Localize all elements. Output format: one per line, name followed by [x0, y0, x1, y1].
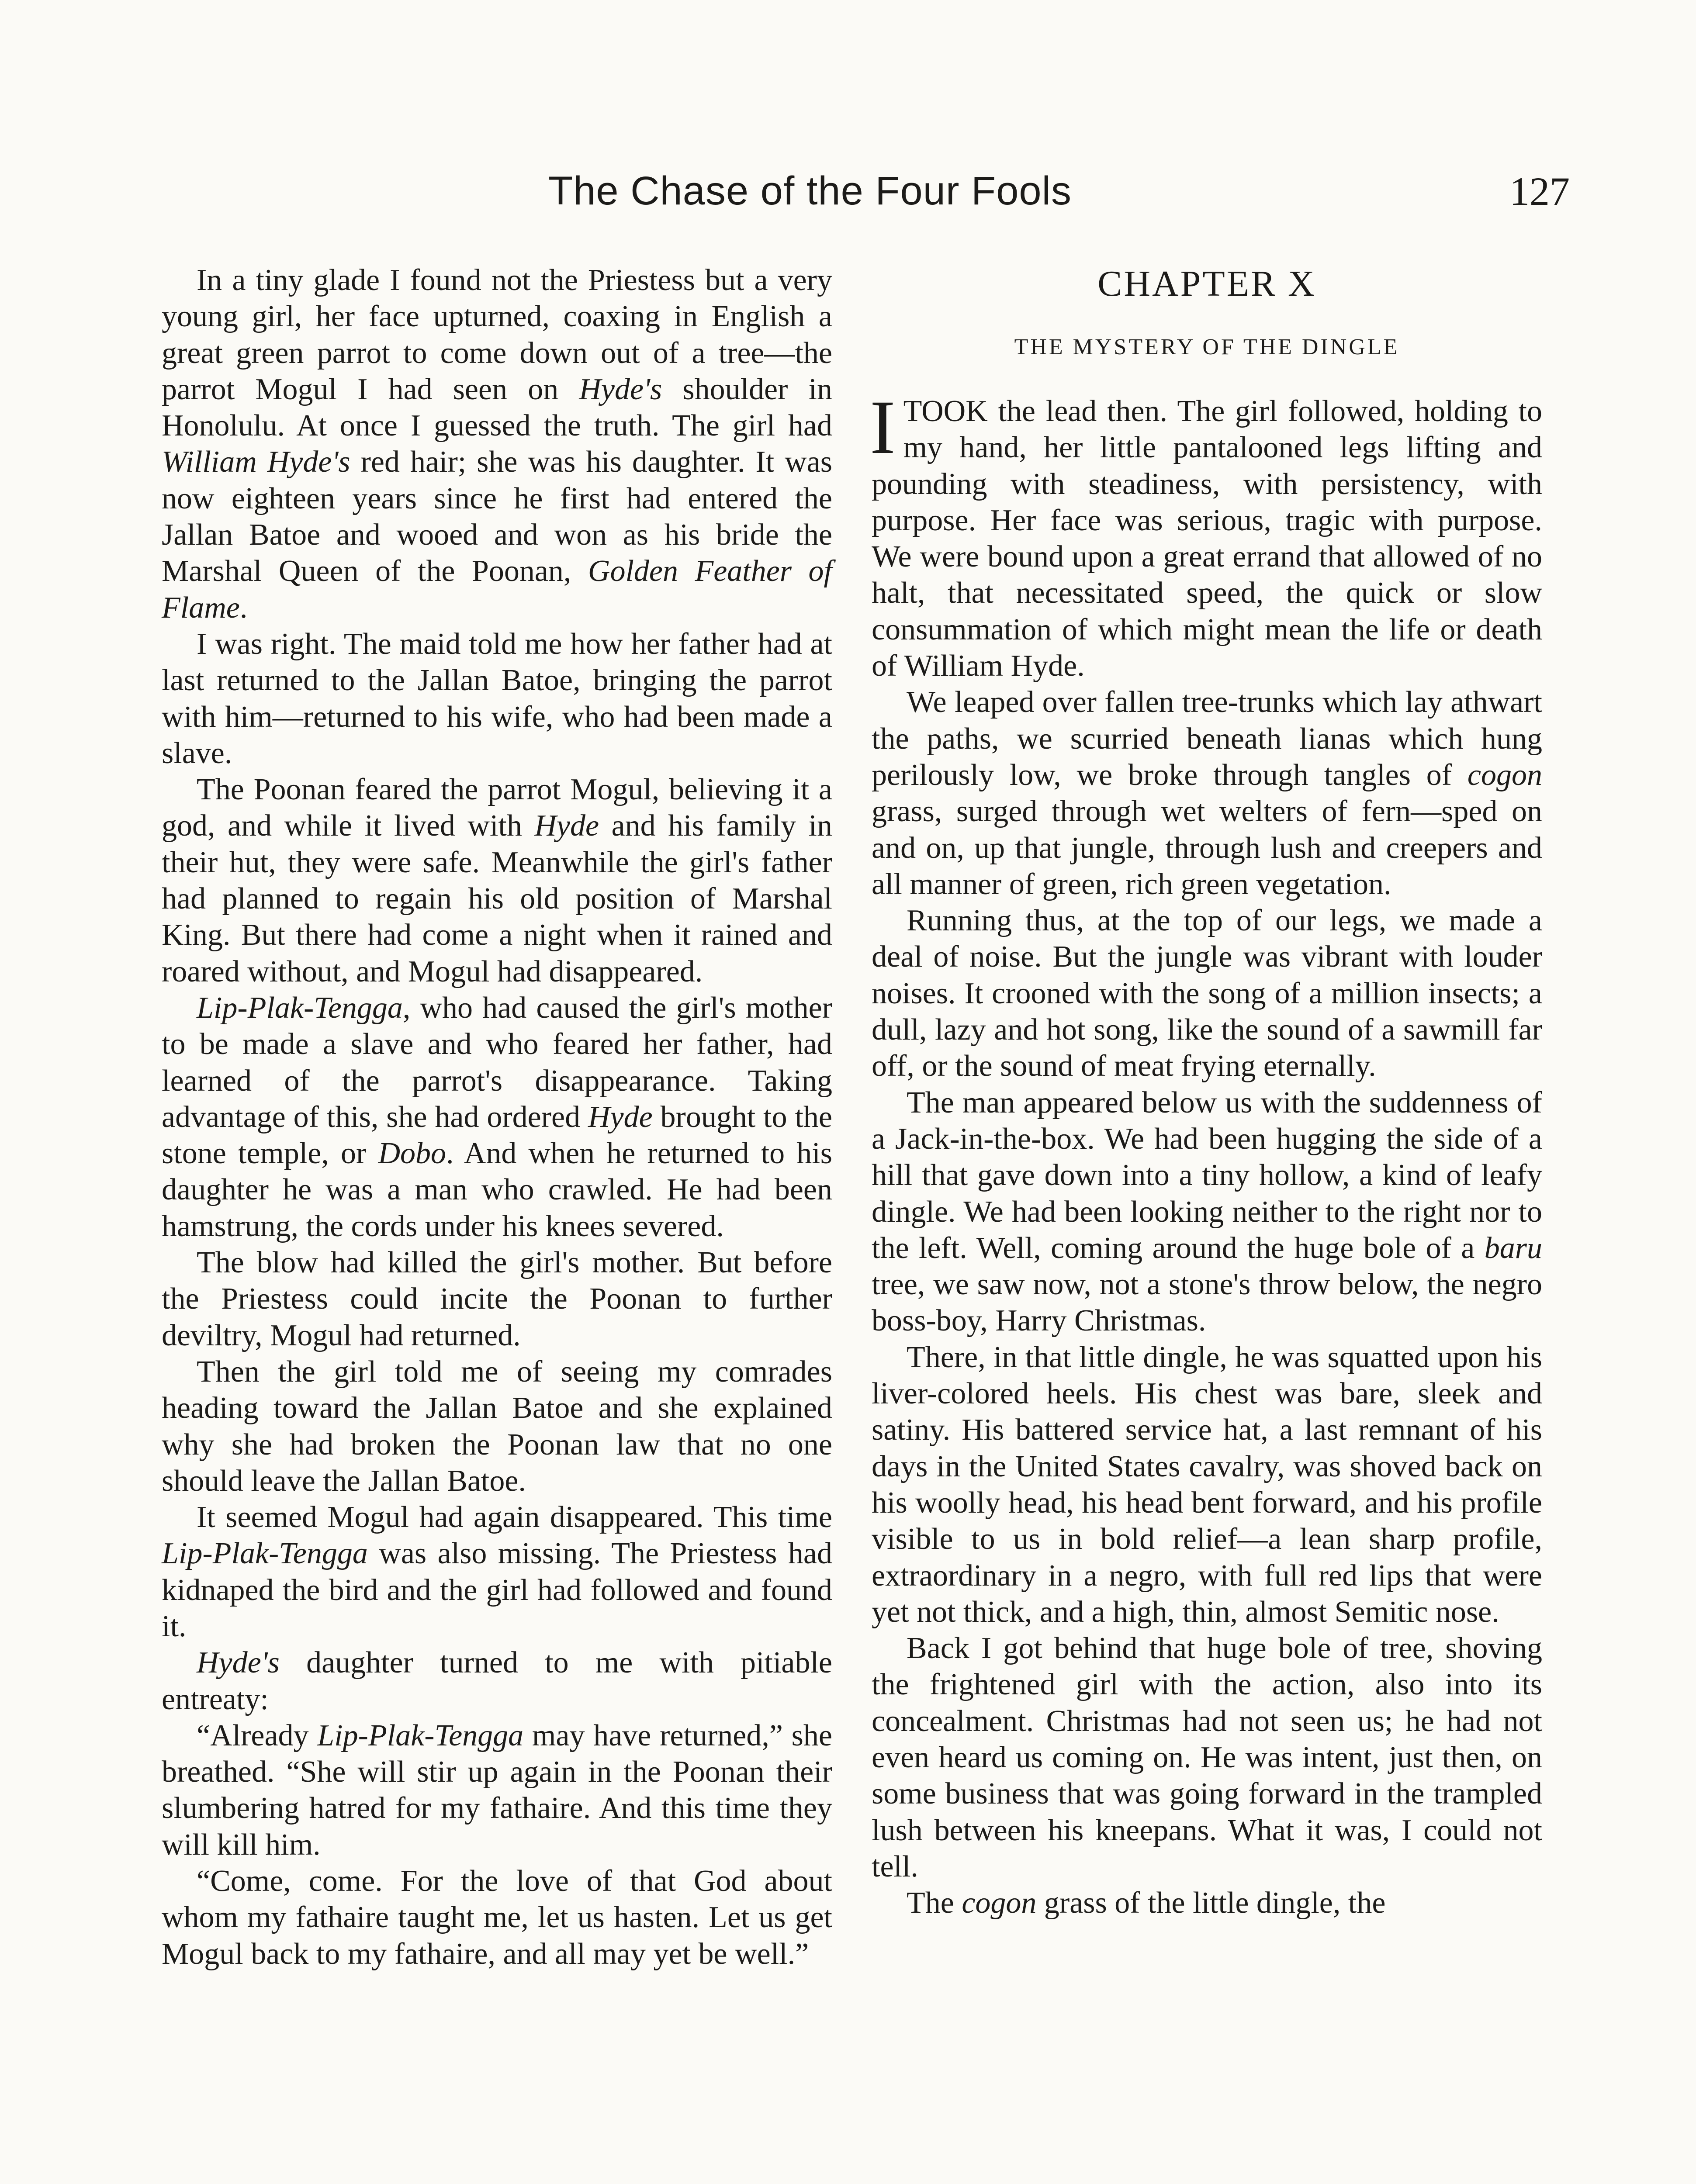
- chapter-title: CHAPTER X: [1097, 263, 1316, 304]
- paragraph: I was right. The maid told me how her father had at last returned to the Jallan Batoe, bringing the parrot with him—returned to his wife, who had been made a slave.: [162, 627, 832, 770]
- paragraph: In a tiny glade I found not the Priestess but a very young girl, her face upturned, coaxing in English a great green parrot to come down out of a tree—the parrot Mogul I had seen on Hyde's shoulder in Honolulu. At once I guessed the truth. The girl had William Hyde's red hair; she was his daughter. It was now eighteen years since he first had entered the Jallan Batoe and wooed and won as his bride the Marshal Queen of the Poonan, Golden Feather of Flame.: [162, 263, 832, 625]
- paragraph: Back I got behind that huge bole of tree, shoving the frightened girl with the action, also into its concealment. Christmas had not seen us; he had not even heard us coming on. He was intent, just then, on some business that was going forward in the trampled lush between his kneepans. What it was, I could not tell.: [872, 1631, 1542, 1883]
- drop-cap: I: [870, 385, 896, 470]
- running-title: The Chase of the Four Fools: [548, 169, 1072, 213]
- paragraph: The blow had killed the girl's mother. But before the Priestess could incite the Poonan to further deviltry, Mogul had returned.: [162, 1246, 832, 1352]
- left-column: [162, 262, 832, 1972]
- page-number: 127: [1509, 169, 1570, 214]
- paragraph: ITOOK the lead then. The girl followed, holding to my hand, her little pantalooned legs lifting and pounding with steadiness, with persistency, with purpose. Her face was serious, tragic with purpose. We were bound upon a great errand that allowed of no halt, that necessitated speed, the quick or slow consummation of which might mean the life or death of William Hyde.: [870, 385, 1542, 683]
- paragraph: There, in that little dingle, he was squatted upon his liver-colored heels. His chest was bare, sleek and satiny. His battered service hat, a last remnant of his days in the United States cavalry, was shoved back on his woolly head, his head bent forward, and his profile visible to us in bold relief—a lean sharp profile, extraordinary in a negro, with full red lips that were yet not thick, and a high, thin, almost Semitic nose.: [872, 1340, 1542, 1629]
- paragraph: Then the girl told me of seeing my comrades heading toward the Jallan Batoe and she explained why she had broken the Poonan law that no one should leave the Jallan Batoe.: [162, 1355, 832, 1498]
- paragraph: Hyde's daughter turned to me with pitiable entreaty:: [162, 1646, 832, 1716]
- paragraph: Lip-Plak-Tengga, who had caused the girl's mother to be made a slave and who feared her father, had learned of the parrot's disappearance. Taking advantage of this, she had ordered Hyde brought to the stone temple, or Dobo. And when he returned to his daughter he was a man who crawled. He had been hamstrung, the cords under his knees severed.: [162, 991, 832, 1243]
- chapter-subtitle: THE MYSTERY OF THE DINGLE: [1014, 335, 1400, 359]
- right-column: [872, 262, 1542, 1921]
- paragraph: “Already Lip-Plak-Tengga may have returned,” she breathed. “She will stir up again in the Poonan their slumbering hatred for my fathaire. And this time they will kill him.: [162, 1718, 832, 1862]
- paragraph: It seemed Mogul had again disappeared. This time Lip-Plak-Tengga was also missing. The Priestess had kidnaped the bird and the girl had followed and found it.: [162, 1500, 832, 1643]
- paragraph: We leaped over fallen tree-trunks which lay athwart the paths, we scurried beneath lianas which hung perilously low, we broke through tangles of cogon grass, surged through wet welters of fern—sped on and on, up that jungle, through lush and creepers and all manner of green, rich green vegetation.: [872, 685, 1542, 901]
- paragraph: “Come, come. For the love of that God about whom my fathaire taught me, let us hasten. Let us get Mogul back to my fathaire, and all may yet be well.”: [162, 1864, 832, 1971]
- paragraph: The Poonan feared the parrot Mogul, believing it a god, and while it lived with Hyde and his family in their hut, they were safe. Meanwhile the girl's father had planned to regain his old position of Marshal King. But there had come a night when it rained and roared without, and Mogul had disappeared.: [162, 773, 832, 988]
- paragraph: The man appeared below us with the suddenness of a Jack-in-the-box. We had been hugging the side of a hill that gave down into a tiny hollow, a kind of leafy dingle. We had been looking neither to the right nor to the left. Well, coming around the huge bole of a baru tree, we saw now, not a stone's throw below, the negro boss-boy, Harry Christmas.: [872, 1085, 1542, 1338]
- paragraph: Running thus, at the top of our legs, we made a deal of noise. But the jungle was vibrant with louder noises. It crooned with the song of a million insects; a dull, lazy and hot song, like the sound of a sawmill far off, or the sound of meat frying eternally.: [872, 904, 1542, 1083]
- paragraph: The cogon grass of the little dingle, the: [907, 1886, 1386, 1920]
